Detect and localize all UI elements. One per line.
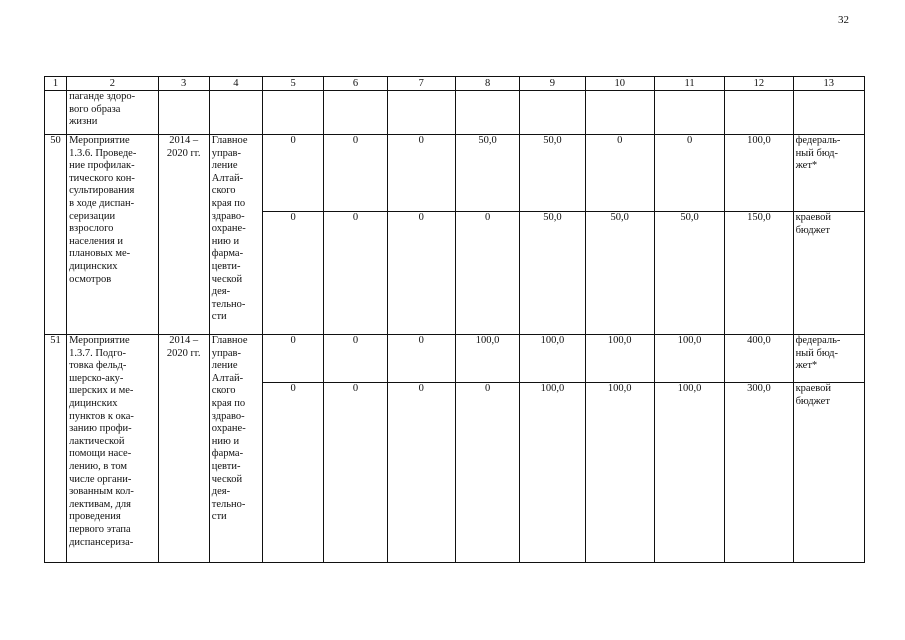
header-cell: 8 — [455, 77, 519, 91]
funding-source: федераль- ный бюд- жет* — [793, 335, 864, 383]
header-cell: 3 — [158, 77, 209, 91]
header-cell: 12 — [725, 77, 793, 91]
continuation-row — [45, 91, 865, 135]
value-cell: 100,0 — [585, 335, 654, 383]
total-cell: 400,0 — [725, 335, 793, 383]
value-cell: 0 — [324, 335, 387, 383]
funding-source: краевой бюджет — [793, 383, 864, 563]
value-cell: 0 — [324, 383, 387, 563]
header-cell: 4 — [209, 77, 262, 91]
header-cell: 5 — [263, 77, 324, 91]
value-cell: 0 — [455, 383, 519, 563]
period-cell: 2014 – 2020 гг. — [158, 135, 209, 335]
value-cell: 100,0 — [520, 383, 585, 563]
program-table — [44, 76, 865, 563]
value-cell: 0 — [324, 212, 387, 335]
table-row — [45, 335, 865, 383]
table-row — [45, 135, 865, 212]
value-cell: 0 — [263, 135, 324, 212]
value-cell: 0 — [387, 135, 455, 212]
header-cell: 10 — [585, 77, 654, 91]
value-cell: 50,0 — [654, 212, 724, 335]
value-cell: 0 — [263, 335, 324, 383]
row-number: 51 — [45, 335, 67, 563]
executor-cell: Главное управ- ление Алтай- ского края по здраво- охране- нию и фарма- цевти- ческой дея- тельно- сти — [209, 335, 262, 563]
page-number: 32 — [838, 14, 849, 26]
header-cell: 13 — [793, 77, 864, 91]
header-cell: 1 — [45, 77, 67, 91]
value-cell: 0 — [263, 383, 324, 563]
continuation-name: паганде здоро- вого образа жизни — [67, 91, 158, 135]
header-cell: 9 — [520, 77, 585, 91]
header-cell: 7 — [387, 77, 455, 91]
total-cell: 100,0 — [725, 135, 793, 212]
table-header-row — [45, 77, 865, 91]
value-cell: 100,0 — [520, 335, 585, 383]
funding-source: краевой бюджет — [793, 212, 864, 335]
header-cell: 2 — [67, 77, 158, 91]
value-cell: 100,0 — [654, 383, 724, 563]
value-cell: 50,0 — [520, 212, 585, 335]
executor-cell: Главное управ- ление Алтай- ского края по здраво- охране- нию и фарма- цевти- ческой дея- тельно- сти — [209, 135, 262, 335]
value-cell: 50,0 — [455, 135, 519, 212]
value-cell: 50,0 — [520, 135, 585, 212]
value-cell: 50,0 — [585, 212, 654, 335]
value-cell: 100,0 — [455, 335, 519, 383]
period-cell: 2014 – 2020 гг. — [158, 335, 209, 563]
value-cell: 0 — [455, 212, 519, 335]
value-cell: 100,0 — [654, 335, 724, 383]
measure-name: Мероприятие 1.3.6. Проведе- ние профилак- тического кон- сультирования в ходе диспан- серизации взрослого населения и плановых ме- дицинских осмотров — [67, 135, 158, 335]
value-cell: 0 — [654, 135, 724, 212]
header-cell: 6 — [324, 77, 387, 91]
value-cell: 0 — [585, 135, 654, 212]
total-cell: 300,0 — [725, 383, 793, 563]
value-cell: 0 — [387, 212, 455, 335]
value-cell: 100,0 — [585, 383, 654, 563]
value-cell: 0 — [387, 383, 455, 563]
row-number: 50 — [45, 135, 67, 335]
measure-name: Мероприятие 1.3.7. Подго- товка фельд- шерско-аку- шерских и ме- дицинских пунктов к ока- занию профи- лактической помощи насе- лению, в том числе органи- зованным кол- лективам, для проведения первого этапа диспансериза- — [67, 335, 158, 563]
total-cell: 150,0 — [725, 212, 793, 335]
value-cell: 0 — [387, 335, 455, 383]
value-cell: 0 — [263, 212, 324, 335]
header-cell: 11 — [654, 77, 724, 91]
value-cell: 0 — [324, 135, 387, 212]
funding-source: федераль- ный бюд- жет* — [793, 135, 864, 212]
